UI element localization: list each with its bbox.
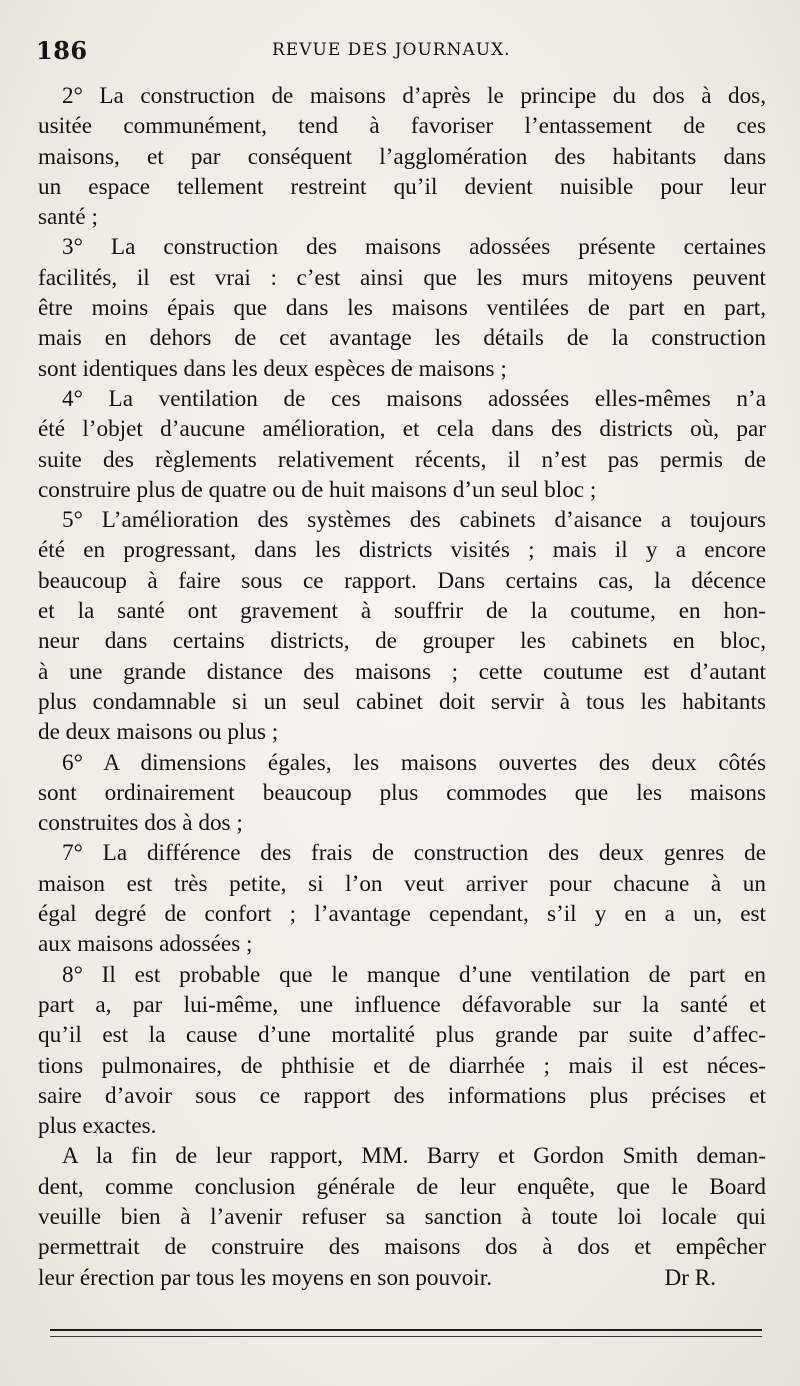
text-line: 2° La construction de maisons d’après le principe du dos à dos,: [62, 83, 766, 109]
text-line: 3° La construction des maisons adossées présente certaines: [62, 234, 766, 261]
text-line: construire plus de quatre ou de huit maisons d’un seul bloc ;: [38, 476, 597, 503]
text-line: dent, comme conclusion générale de leur enquête, que le Board: [38, 1173, 766, 1200]
text-line: plus exactes.: [38, 1113, 157, 1140]
text-line: santé ;: [38, 204, 98, 231]
text-line: maisons, et par conséquent l’agglomération des habitants dans: [38, 143, 766, 170]
text-line: part a, par lui-même, une influence défavorable sur la santé et: [38, 991, 766, 1018]
text-line: sont ordinairement beaucoup plus commodes que les maisons: [38, 779, 766, 806]
text-line: A la fin de leur rapport, MM. Barry et Gordon Smith deman-: [62, 1143, 766, 1170]
text-line: 7° La différence des frais de construction des deux genres de: [62, 840, 766, 867]
text-line: plus condamnable si un seul cabinet doit servir à tous les habitants: [38, 688, 766, 715]
page-number: 186: [36, 36, 88, 65]
text-line: mais en dehors de cet avantage les détails de la construction: [38, 325, 766, 352]
text-line: saire d’avoir sous ce rapport des informations plus précises et: [38, 1082, 766, 1109]
text-line: 4° La ventilation de ces maisons adossées elles-mêmes n’a: [62, 385, 766, 412]
footer-rule-thick: [50, 1329, 762, 1331]
text-line: leur érection par tous les moyens en son pouvoir.: [38, 1264, 492, 1291]
text-line: maison est très petite, si l’on veut arriver pour chacune à un: [38, 870, 766, 897]
text-line: sont identiques dans les deux espèces de maisons ;: [38, 355, 507, 382]
text-line: à une grande distance des maisons ; cette coutume est d’autant: [38, 658, 766, 685]
text-line: facilités, il est vrai : c’est ainsi que les murs mitoyens peuvent: [38, 264, 766, 291]
text-line: 6° A dimensions égales, les maisons ouvertes des deux côtés: [62, 749, 766, 776]
text-line: et la santé ont gravement à souffrir de la coutume, en hon-: [38, 598, 766, 625]
text-line: neur dans certains districts, de grouper les cabinets en bloc,: [38, 628, 766, 655]
text-line: été l’objet d’aucune amélioration, et cela dans des districts où, par: [38, 416, 766, 443]
text-line: de deux maisons ou plus ;: [38, 719, 279, 746]
text-line: qu’il est la cause d’une mortalité plus grande par suite d’affec-: [38, 1022, 766, 1049]
running-head: REVUE DES JOURNAUX.: [272, 40, 511, 60]
text-line: 5° L’amélioration des systèmes des cabinets d’aisance a toujours: [62, 507, 766, 534]
page-header: [36, 36, 766, 70]
text-line: un espace tellement restreint qu’il devient nuisible pour leur: [38, 173, 766, 200]
text-line: permettrait de construire des maisons dos à dos et empêcher: [38, 1234, 766, 1261]
author-signature: Dr R.: [664, 1264, 716, 1291]
article-body: [38, 81, 766, 1293]
text-line: construites dos à dos ;: [38, 810, 243, 837]
text-line: tions pulmonaires, de phthisie et de diarrhée ; mais il est néces-: [38, 1052, 766, 1079]
text-line: 8° Il est probable que le manque d’une ventilation de part en: [62, 961, 766, 988]
footer-rule-thin: [50, 1336, 762, 1337]
text-line: beaucoup à faire sous ce rapport. Dans certains cas, la décence: [38, 567, 766, 594]
text-line: suite des règlements relativement récents, il n’est pas permis de: [38, 446, 766, 473]
text-line: usitée communément, tend à favoriser l’entassement de ces: [38, 113, 766, 140]
text-line: aux maisons adossées ;: [38, 931, 253, 958]
text-line: être moins épais que dans les maisons ventilées de part en part,: [38, 295, 766, 322]
text-line: été en progressant, dans les districts visités ; mais il y a encore: [38, 537, 766, 564]
text-line: veuille bien à l’avenir refuser sa sanction à toute loi locale qui: [38, 1203, 766, 1230]
text-line: égal degré de confort ; l’avantage cependant, s’il y en a un, est: [38, 901, 766, 928]
